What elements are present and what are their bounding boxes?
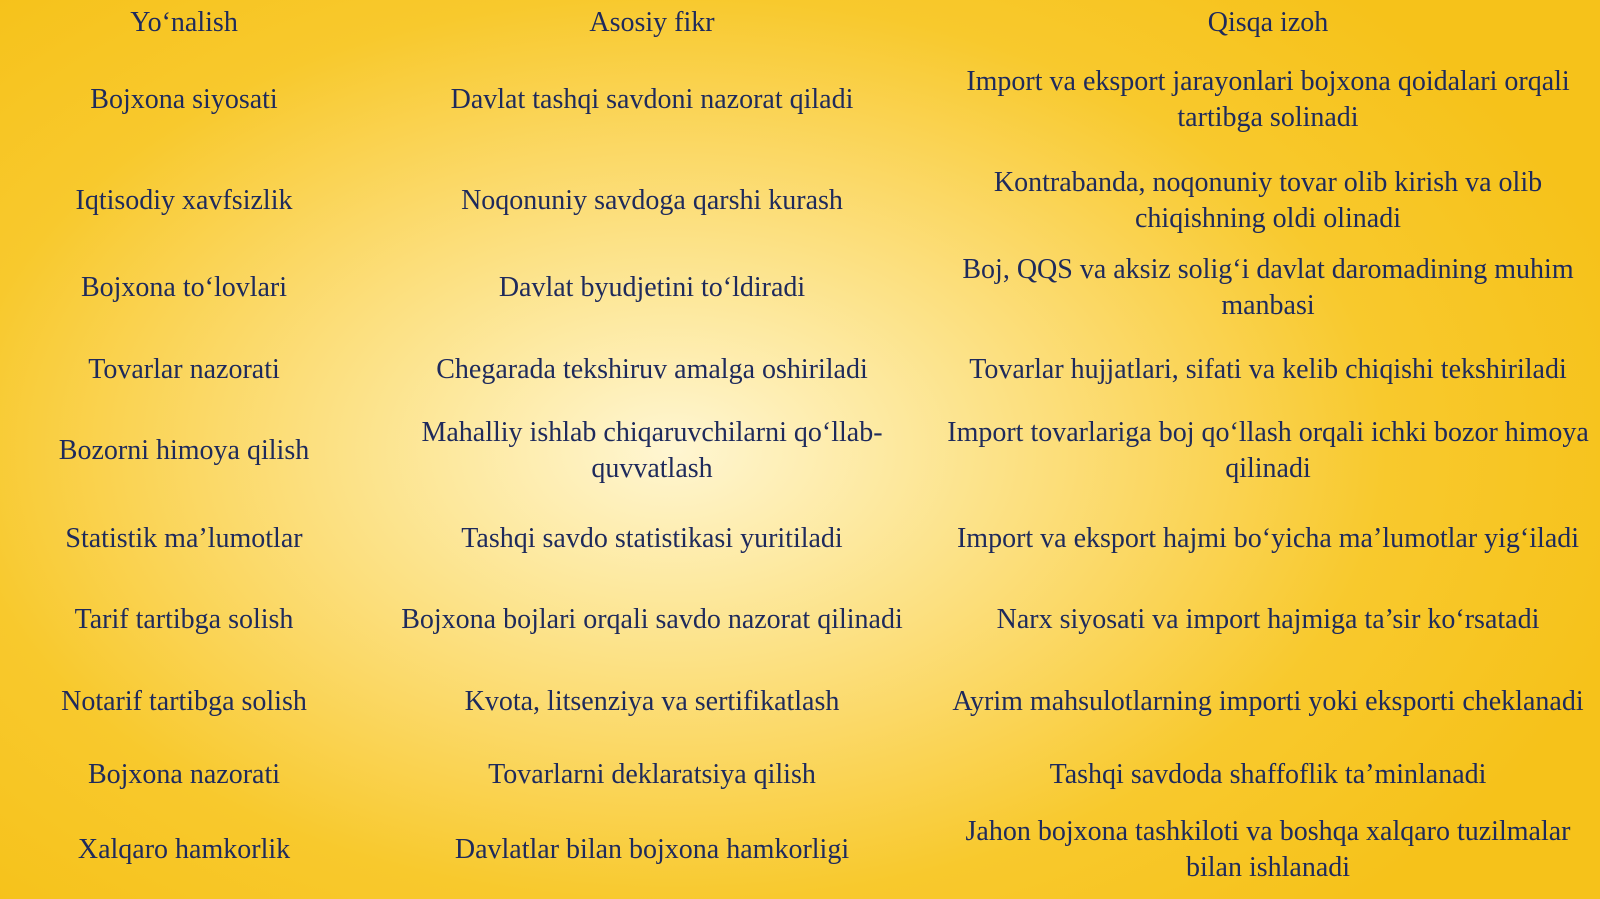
table-row bbox=[0, 756, 1600, 794]
note-text: Import va eksport hajmi bo‘yicha ma’lumotlar yig‘iladi bbox=[956, 523, 1580, 554]
table-row bbox=[0, 601, 1600, 639]
note-text: Kontrabanda, noqonuniy tovar olib kirish va olib chiqishning oldi olinadi bbox=[993, 167, 1543, 234]
table-row bbox=[0, 351, 1600, 389]
direction-text: Bojxona siyosati bbox=[90, 84, 278, 115]
direction-cell bbox=[0, 664, 368, 740]
idea-cell bbox=[368, 413, 936, 489]
idea-cell bbox=[368, 501, 936, 577]
note-text: Boj, QQS va aksiz solig‘i davlat daromadining muhim manbasi bbox=[962, 254, 1574, 321]
idea-text: Davlatlar bilan bojxona hamkorligi bbox=[454, 834, 850, 865]
note-text: Import va eksport jarayonlari bojxona qoidalari orqali tartibga solinadi bbox=[966, 66, 1570, 133]
direction-text: Tovarlar nazorati bbox=[88, 354, 280, 385]
note-cell bbox=[936, 413, 1600, 489]
header-cell-direction bbox=[0, 4, 368, 42]
note-text: Tovarlar hujjatlari, sifati va kelib chiqishi tekshiriladi bbox=[969, 354, 1567, 385]
table-header-row bbox=[0, 4, 1600, 42]
idea-text: Davlat byudjetini to‘ldiradi bbox=[498, 272, 806, 303]
idea-cell bbox=[368, 163, 936, 239]
note-cell bbox=[936, 664, 1600, 740]
idea-cell bbox=[368, 62, 936, 138]
idea-text: Tashqi savdo statistikasi yuritiladi bbox=[461, 523, 843, 554]
direction-text: Notarif tartibga solish bbox=[61, 686, 307, 717]
header-label: Asosiy fikr bbox=[589, 7, 715, 38]
direction-cell bbox=[0, 413, 368, 489]
idea-cell bbox=[368, 351, 936, 389]
table-row bbox=[0, 501, 1600, 577]
idea-text: Noqonuniy savdoga qarshi kurash bbox=[461, 185, 843, 216]
direction-cell bbox=[0, 812, 368, 888]
idea-text: Bojxona bojlari orqali savdo nazorat qilinadi bbox=[401, 604, 903, 635]
note-cell bbox=[936, 163, 1600, 239]
header-label: Qisqa izoh bbox=[1207, 7, 1329, 38]
direction-text: Tarif tartibga solish bbox=[74, 604, 294, 635]
table-row bbox=[0, 812, 1600, 888]
idea-cell bbox=[368, 250, 936, 326]
note-text: Jahon bojxona tashkiloti va boshqa xalqaro tuzilmalar bilan ishlanadi bbox=[965, 816, 1571, 883]
direction-text: Bojxona nazorati bbox=[87, 759, 281, 790]
direction-cell bbox=[0, 501, 368, 577]
note-cell bbox=[936, 501, 1600, 577]
direction-cell bbox=[0, 756, 368, 794]
table-row bbox=[0, 664, 1600, 740]
note-cell bbox=[936, 601, 1600, 639]
header-label: Yo‘nalish bbox=[130, 7, 238, 38]
note-cell bbox=[936, 756, 1600, 794]
table-row bbox=[0, 250, 1600, 326]
direction-text: Bojxona to‘lovlari bbox=[80, 272, 288, 303]
note-text: Ayrim mahsulotlarning importi yoki eksporti cheklanadi bbox=[952, 686, 1584, 717]
direction-cell bbox=[0, 351, 368, 389]
idea-text: Davlat tashqi savdoni nazorat qiladi bbox=[450, 84, 854, 115]
note-text: Tashqi savdoda shaffoflik ta’minlanadi bbox=[1049, 759, 1487, 790]
table-row bbox=[0, 163, 1600, 239]
direction-cell bbox=[0, 250, 368, 326]
note-cell bbox=[936, 250, 1600, 326]
table-row bbox=[0, 413, 1600, 489]
idea-cell bbox=[368, 756, 936, 794]
idea-cell bbox=[368, 664, 936, 740]
idea-text: Chegarada tekshiruv amalga oshiriladi bbox=[436, 354, 868, 385]
direction-text: Statistik ma’lumotlar bbox=[65, 523, 303, 554]
direction-cell bbox=[0, 62, 368, 138]
direction-text: Xalqaro hamkorlik bbox=[77, 834, 291, 865]
direction-text: Iqtisodiy xavfsizlik bbox=[75, 185, 293, 216]
note-cell bbox=[936, 351, 1600, 389]
table-row bbox=[0, 62, 1600, 138]
direction-text: Bozorni himoya qilish bbox=[58, 435, 310, 466]
idea-text: Kvota, litsenziya va sertifikatlash bbox=[464, 686, 840, 717]
note-text: Narx siyosati va import hajmiga ta’sir ko‘rsatadi bbox=[996, 604, 1540, 635]
idea-text: Tovarlarni deklaratsiya qilish bbox=[488, 759, 816, 790]
note-text: Import tovarlariga boj qo‘llash orqali ichki bozor himoya qilinadi bbox=[947, 417, 1589, 484]
idea-cell bbox=[368, 601, 936, 639]
idea-cell bbox=[368, 812, 936, 888]
note-cell bbox=[936, 62, 1600, 138]
direction-cell bbox=[0, 601, 368, 639]
direction-cell bbox=[0, 163, 368, 239]
note-cell bbox=[936, 812, 1600, 888]
idea-text: Mahalliy ishlab chiqaruvchilarni qo‘llab-quvvatlash bbox=[421, 417, 883, 484]
header-cell-idea bbox=[368, 4, 936, 42]
header-cell-note bbox=[936, 4, 1600, 42]
